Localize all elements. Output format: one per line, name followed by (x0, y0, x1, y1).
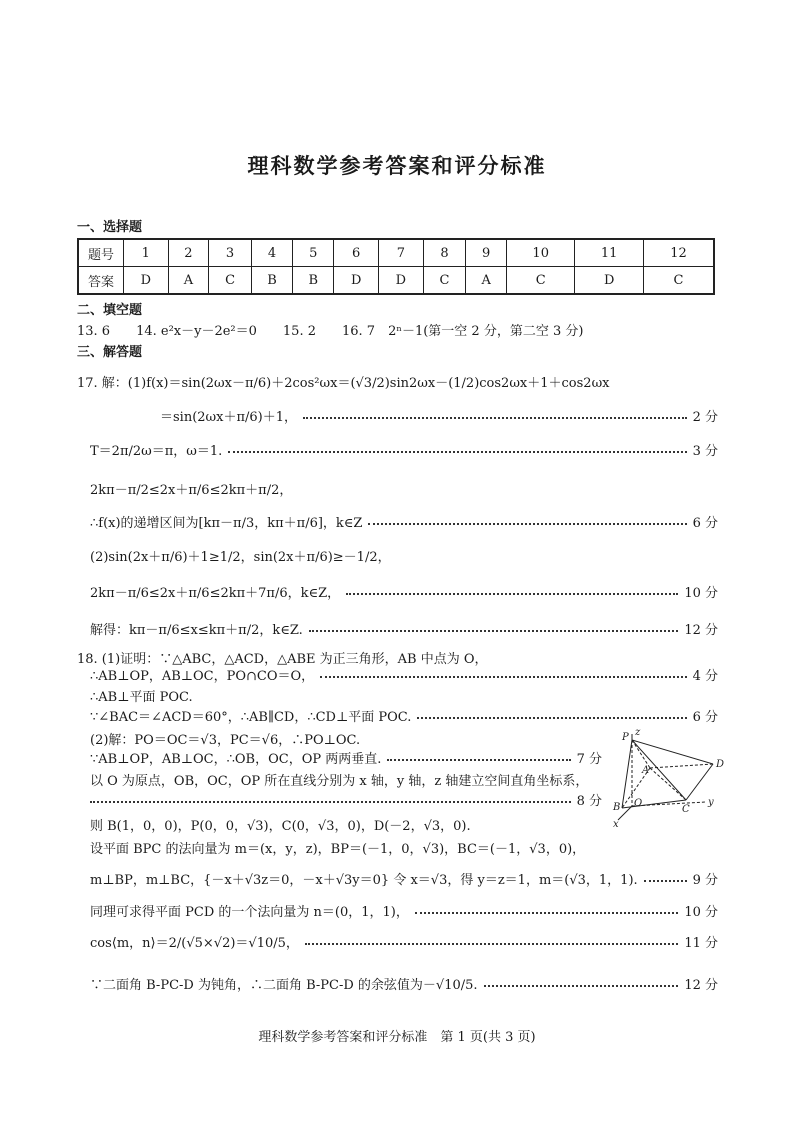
score-label: 10 分 (684, 904, 718, 920)
table-cell: 6 (334, 239, 379, 267)
score-label: 9 分 (692, 872, 718, 888)
score-label: 8 分 (576, 793, 602, 809)
q18-line-14-text: ∵二面角 B-PC-D 为钝角，∴二面角 B-PC-D 的余弦值为－√10/5. (90, 977, 478, 993)
edge-PC (632, 740, 686, 800)
row-label-number: 题号 (78, 239, 124, 267)
leader-dots (90, 800, 571, 803)
leader-dots (368, 522, 686, 525)
section-choice: 一、选择题 (77, 220, 143, 235)
leader-dots (387, 758, 570, 761)
label-z: z (635, 728, 641, 738)
leader-dots (309, 629, 679, 632)
table-cell: 2 (168, 239, 209, 267)
label-C: C (682, 804, 690, 815)
q18-line-4 (90, 704, 718, 726)
table-row-numbers (78, 239, 714, 267)
table-cell: 1 (124, 239, 169, 267)
score-label: 6 分 (692, 515, 718, 531)
q18-line-2-text: ∴AB⊥OP，AB⊥OC，PO∩CO＝O， (90, 668, 315, 684)
leader-dots (415, 911, 678, 914)
edge-AD (650, 764, 713, 768)
q18-line-13 (90, 930, 718, 952)
q17-line-1: 17. 解：(1)f(x)＝sin(2ωx－π/6)＋2cos²ωx＝(√3/2)sin2ωx－(1/2)cos2ωx＋1＋cos2ωx (77, 376, 610, 391)
q18-line-6-text: ∵AB⊥OP，AB⊥OC，∴OB，OC，OP 两两垂直. (90, 751, 382, 767)
table-cell: 7 (379, 239, 424, 267)
table-row-answers (78, 267, 714, 295)
q18-line-9: 则 B(1，0，0)，P(0，0，√3)，C(0，√3，0)，D(－2，√3，0). (90, 819, 471, 834)
answer-table (77, 238, 715, 295)
label-O: O (634, 798, 643, 809)
table-cell: 8 (423, 239, 466, 267)
table-cell: D (334, 267, 379, 295)
q17-line-7 (90, 580, 718, 602)
table-cell: A (168, 267, 209, 295)
edge-AC (650, 768, 686, 800)
leader-dots (305, 942, 678, 945)
table-cell: C (506, 267, 574, 295)
score-label: 2 分 (692, 409, 718, 425)
edge-CD (686, 764, 713, 800)
q17-line-6: (2)sin(2x＋π/6)＋1≥1/2，sin(2x＋π/6)≥－1/2， (90, 550, 391, 565)
q18-line-12 (90, 899, 718, 921)
label-P: P (622, 732, 629, 743)
leader-dots (484, 984, 679, 987)
score-label: 4 分 (692, 668, 718, 684)
leader-dots (346, 592, 678, 595)
label-A: A (642, 765, 650, 776)
q17-line-3-text: T＝2π/2ω＝π，ω＝1. (90, 443, 223, 459)
q18-line-11 (90, 867, 718, 889)
table-cell: 3 (209, 239, 252, 267)
leader-dots (644, 879, 687, 882)
leader-dots (417, 716, 686, 719)
leader-dots (228, 450, 686, 453)
score-label: 6 分 (692, 709, 718, 725)
label-B: B (613, 802, 621, 813)
table-cell: C (209, 267, 252, 295)
q18-line-1: 18. (1)证明：∵△ABC，△ACD，△ABE 为正三角形，AB 中点为 O， (77, 652, 488, 667)
score-label: 12 分 (684, 977, 718, 993)
score-label: 3 分 (692, 443, 718, 459)
q17-line-7-text: 2kπ－π/6≤2x＋π/6≤2kπ＋7π/6，k∈Z， (90, 585, 341, 601)
page-title: 理科数学参考答案和评分标准 (247, 154, 547, 178)
table-cell: C (423, 267, 466, 295)
score-label: 12 分 (684, 622, 718, 638)
score-label: 7 分 (576, 751, 602, 767)
label-D: D (716, 759, 725, 770)
q17-line-4: 2kπ－π/2≤2x＋π/6≤2kπ＋π/2， (90, 483, 293, 498)
table-cell: 4 (251, 239, 292, 267)
page-footer: 理科数学参考答案和评分标准 第 1 页(共 3 页) (258, 1030, 536, 1045)
table-cell: 5 (293, 239, 334, 267)
edge-PB (622, 740, 632, 808)
q18-line-7: 以 O 为原点，OB，OC，OP 所在直线分别为 x 轴，y 轴，z 轴建立空间直角坐标系， (90, 774, 589, 789)
q18-line-8 (90, 788, 602, 810)
table-cell: B (293, 267, 334, 295)
q17-line-8 (90, 617, 718, 639)
section-fill: 二、填空题 (77, 303, 143, 318)
leader-dots (303, 416, 687, 419)
q18-line-11-text: m⊥BP，m⊥BC，{－x＋√3z＝0，－x＋√3y＝0} 令 x＝√3，得 y＝z＝1，m＝(√3，1，1). (90, 872, 638, 888)
q17-line-2 (160, 404, 718, 426)
row-label-answer: 答案 (78, 267, 124, 295)
q17-line-2-text: ＝sin(2ωx＋π/6)＋1， (160, 409, 298, 425)
table-cell: 12 (643, 239, 714, 267)
q17-line-5 (90, 510, 718, 532)
table-cell: D (379, 267, 424, 295)
edge-PD (632, 740, 713, 764)
q18-line-5: (2)解：PO＝OC＝√3，PC＝√6，∴PO⊥OC. (90, 733, 361, 748)
q18-line-10: 设平面 BPC 的法向量为 m＝(x，y，z)，BP＝(－1，0，√3)，BC＝(－1，√3，0)， (90, 842, 586, 857)
q17-line-5-text: ∴f(x)的递增区间为[kπ－π/3，kπ＋π/6]，k∈Z (90, 515, 363, 531)
q18-line-6 (90, 746, 602, 768)
score-label: 11 分 (684, 935, 718, 951)
q17-line-3 (90, 438, 718, 460)
table-cell: B (251, 267, 292, 295)
label-y: y (708, 797, 714, 808)
q18-line-13-text: cos⟨m，n⟩＝2/(√5×√2)＝√10/5， (90, 935, 299, 951)
q18-line-12-text: 同理可求得平面 PCD 的一个法向量为 n＝(0，1，1)， (90, 904, 409, 920)
q17-line-8-text: 解得：kπ－π/6≤x≤kπ＋π/2，k∈Z. (90, 622, 303, 638)
label-x: x (613, 819, 619, 828)
fill-answers: 13. 6 14. e²x－y－2e²＝0 15. 2 16. 7 2ⁿ－1(第一空 2 分，第二空 3 分) (77, 324, 584, 339)
table-cell: 11 (575, 239, 643, 267)
table-cell: C (643, 267, 714, 295)
leader-dots (320, 675, 686, 678)
table-cell: D (575, 267, 643, 295)
score-label: 10 分 (684, 585, 718, 601)
q18-line-2 (90, 663, 718, 685)
section-solve: 三、解答题 (77, 345, 143, 360)
table-cell: A (466, 267, 507, 295)
table-cell: D (124, 267, 169, 295)
table-cell: 10 (506, 239, 574, 267)
q18-line-3: ∴AB⊥平面 POC. (90, 690, 193, 705)
q18-line-14 (90, 972, 718, 994)
q18-line-4-text: ∵∠BAC＝∠ACD＝60°，∴AB∥CD，∴CD⊥平面 POC. (90, 709, 412, 725)
pyramid-figure (610, 728, 730, 828)
table-cell: 9 (466, 239, 507, 267)
